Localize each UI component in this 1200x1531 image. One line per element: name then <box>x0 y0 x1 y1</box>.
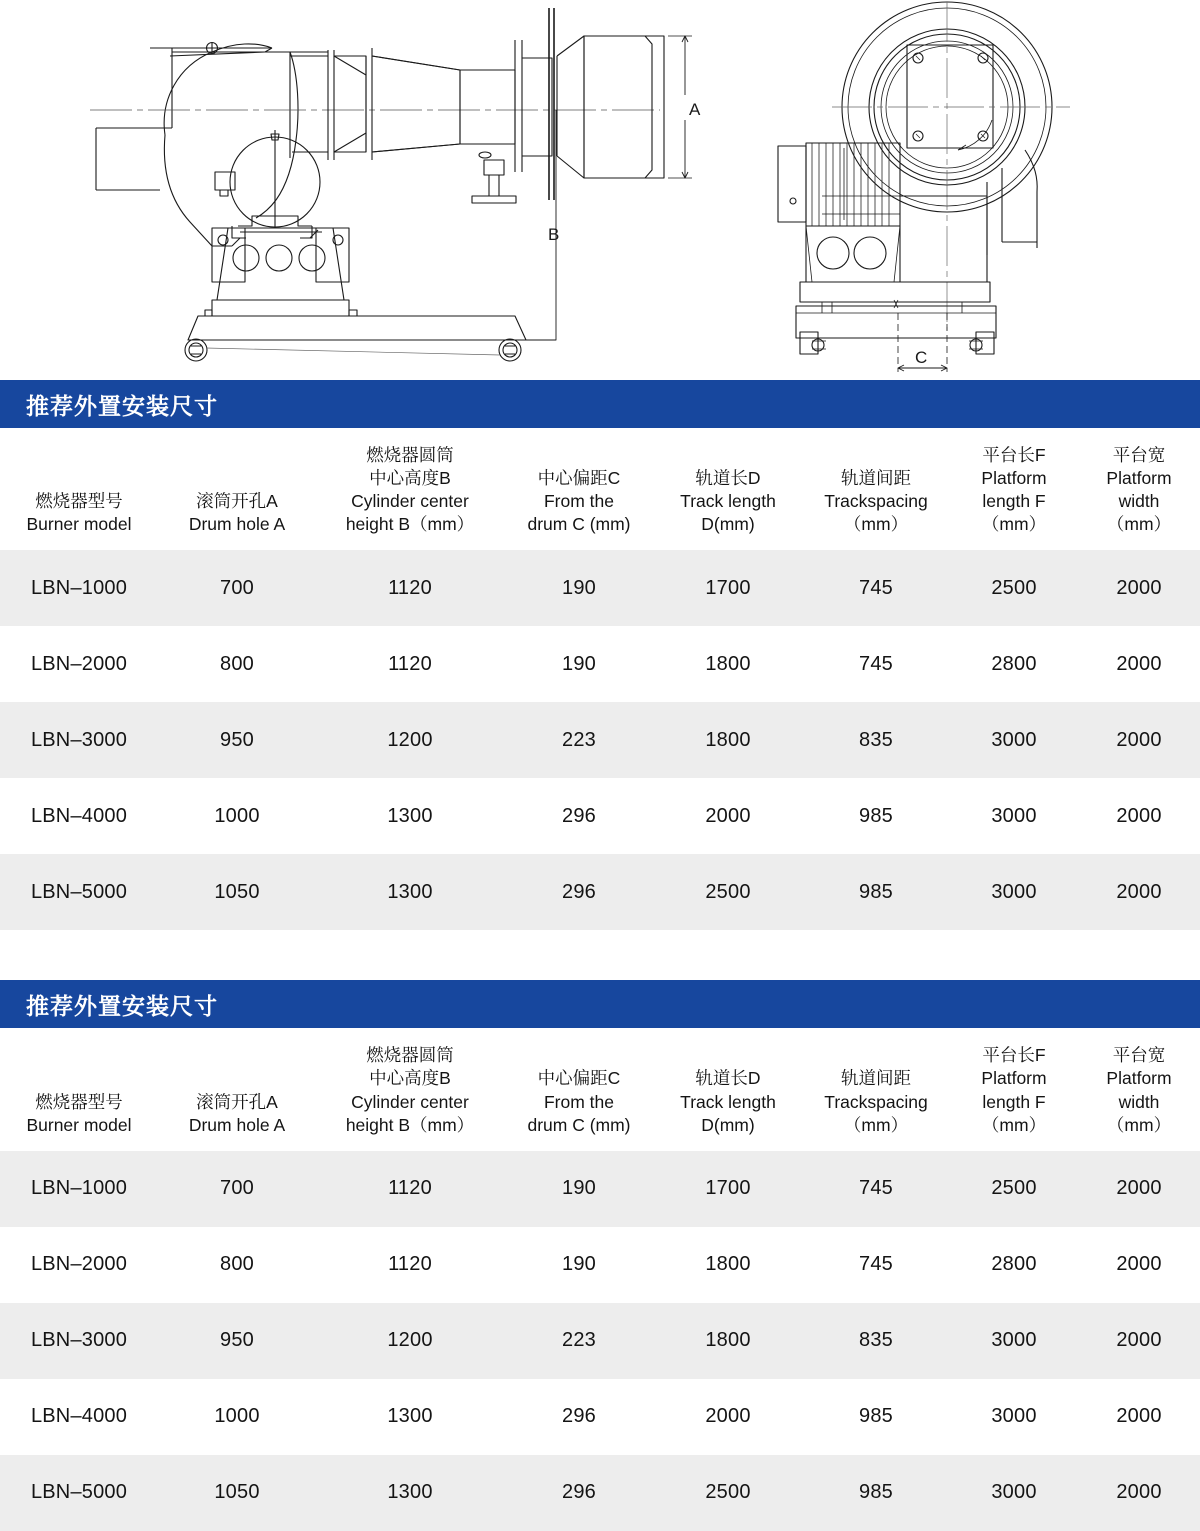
cell-model: LBN–5000 <box>0 1455 158 1531</box>
cell-track-length: 1700 <box>654 550 802 626</box>
cell-center-offset: 296 <box>504 854 654 930</box>
table-row <box>0 1151 1200 1227</box>
column-header-track-spacing: 轨道间距 Trackspacing （mm） <box>802 428 950 550</box>
cell-model: LBN–1000 <box>0 1151 158 1227</box>
cell-track-spacing: 985 <box>802 778 950 854</box>
cell-track-length: 2500 <box>654 1455 802 1531</box>
cell-center-offset: 190 <box>504 626 654 702</box>
column-header-platform-length-f: 平台长F Platform length F （mm） <box>950 428 1078 550</box>
cell-center-height: 1300 <box>316 854 504 930</box>
spec-table-title-1: 推荐外置安装尺寸 <box>0 380 1200 428</box>
table-row <box>0 1303 1200 1379</box>
cell-platform-length: 2500 <box>950 1151 1078 1227</box>
table-row <box>0 702 1200 778</box>
spec-table-2-body <box>0 1151 1200 1531</box>
cell-track-length: 1800 <box>654 1303 802 1379</box>
cell-platform-width: 2000 <box>1078 626 1200 702</box>
cell-drum-hole: 1000 <box>158 778 316 854</box>
cell-drum-hole: 700 <box>158 1151 316 1227</box>
cell-platform-width: 2000 <box>1078 702 1200 778</box>
table-row <box>0 1455 1200 1531</box>
cell-center-height: 1120 <box>316 1151 504 1227</box>
cell-center-height: 1120 <box>316 550 504 626</box>
cell-track-spacing: 745 <box>802 626 950 702</box>
cell-center-offset: 223 <box>504 1303 654 1379</box>
dimension-label-c: C <box>915 348 928 367</box>
spec-table-block-1 <box>0 380 1200 930</box>
cell-model: LBN–1000 <box>0 550 158 626</box>
cell-track-spacing: 985 <box>802 854 950 930</box>
cell-track-spacing: 835 <box>802 702 950 778</box>
column-header-cylinder-center-height-b: 燃烧器圆筒 中心高度B Cylinder center height B（mm） <box>316 428 504 550</box>
cell-track-length: 1800 <box>654 626 802 702</box>
cell-model: LBN–2000 <box>0 626 158 702</box>
spec-table-block-2 <box>0 980 1200 1530</box>
cell-center-offset: 223 <box>504 702 654 778</box>
cell-center-height: 1200 <box>316 702 504 778</box>
spec-table-1 <box>0 428 1200 930</box>
cell-model: LBN–5000 <box>0 854 158 930</box>
cell-center-offset: 190 <box>504 1151 654 1227</box>
cell-drum-hole: 1050 <box>158 1455 316 1531</box>
cell-platform-length: 2800 <box>950 1227 1078 1303</box>
cell-model: LBN–4000 <box>0 778 158 854</box>
spec-table-1-body <box>0 550 1200 930</box>
cell-center-offset: 296 <box>504 1455 654 1531</box>
table-block-gap <box>0 930 1200 980</box>
column-header-platform-width: 平台宽 Platform width （mm） <box>1078 428 1200 550</box>
dimension-label-a: A <box>689 100 701 119</box>
cell-platform-length: 3000 <box>950 1379 1078 1455</box>
table-header-row <box>0 1028 1200 1150</box>
cell-track-spacing: 985 <box>802 1379 950 1455</box>
cell-drum-hole: 800 <box>158 1227 316 1303</box>
cell-track-length: 2000 <box>654 1379 802 1455</box>
cell-model: LBN–4000 <box>0 1379 158 1455</box>
spec-table-2 <box>0 1028 1200 1530</box>
column-header-track-spacing: 轨道间距 Trackspacing （mm） <box>802 1028 950 1150</box>
cell-platform-length: 3000 <box>950 854 1078 930</box>
cell-platform-length: 2800 <box>950 626 1078 702</box>
table-row <box>0 550 1200 626</box>
spec-table-title-2: 推荐外置安装尺寸 <box>0 980 1200 1028</box>
cell-platform-width: 2000 <box>1078 1379 1200 1455</box>
cell-center-height: 1300 <box>316 1455 504 1531</box>
cell-model: LBN–3000 <box>0 702 158 778</box>
cell-track-spacing: 835 <box>802 1303 950 1379</box>
cell-platform-width: 2000 <box>1078 550 1200 626</box>
cell-platform-length: 3000 <box>950 778 1078 854</box>
cell-drum-hole: 1000 <box>158 1379 316 1455</box>
table-row <box>0 1379 1200 1455</box>
cell-track-length: 2500 <box>654 854 802 930</box>
cell-track-length: 1700 <box>654 1151 802 1227</box>
cell-platform-length: 2500 <box>950 550 1078 626</box>
cell-track-length: 1800 <box>654 702 802 778</box>
column-header-track-length-d: 轨道长D Track length D(mm) <box>654 428 802 550</box>
table-row <box>0 854 1200 930</box>
cell-platform-width: 2000 <box>1078 854 1200 930</box>
table-header-row <box>0 428 1200 550</box>
column-header-burner-model: 燃烧器型号 Burner model <box>0 428 158 550</box>
cell-track-length: 1800 <box>654 1227 802 1303</box>
column-header-track-length-d: 轨道长D Track length D(mm) <box>654 1028 802 1150</box>
column-header-from-the-drum-c: 中心偏距C From the drum C (mm) <box>504 1028 654 1150</box>
cell-drum-hole: 1050 <box>158 854 316 930</box>
cell-center-offset: 190 <box>504 550 654 626</box>
column-header-drum-hole-a: 滚筒开孔A Drum hole A <box>158 428 316 550</box>
cell-model: LBN–2000 <box>0 1227 158 1303</box>
cell-track-length: 2000 <box>654 778 802 854</box>
cell-center-offset: 296 <box>504 778 654 854</box>
cell-platform-length: 3000 <box>950 1455 1078 1531</box>
cell-model: LBN–3000 <box>0 1303 158 1379</box>
cell-platform-length: 3000 <box>950 702 1078 778</box>
cell-center-height: 1300 <box>316 1379 504 1455</box>
table-row <box>0 1227 1200 1303</box>
cell-platform-width: 2000 <box>1078 778 1200 854</box>
cell-platform-width: 2000 <box>1078 1227 1200 1303</box>
cell-center-height: 1300 <box>316 778 504 854</box>
table-row <box>0 626 1200 702</box>
column-header-from-the-drum-c: 中心偏距C From the drum C (mm) <box>504 428 654 550</box>
burner-side-view-drawing <box>60 0 701 380</box>
cell-center-height: 1200 <box>316 1303 504 1379</box>
cell-drum-hole: 700 <box>158 550 316 626</box>
column-header-platform-length-f: 平台长F Platform length F （mm） <box>950 1028 1078 1150</box>
cell-track-spacing: 745 <box>802 550 950 626</box>
column-header-drum-hole-a: 滚筒开孔A Drum hole A <box>158 1028 316 1150</box>
column-header-burner-model: 燃烧器型号 Burner model <box>0 1028 158 1150</box>
cell-track-spacing: 745 <box>802 1151 950 1227</box>
cell-platform-width: 2000 <box>1078 1151 1200 1227</box>
cell-drum-hole: 800 <box>158 626 316 702</box>
cell-drum-hole: 950 <box>158 702 316 778</box>
cell-drum-hole: 950 <box>158 1303 316 1379</box>
column-header-platform-width: 平台宽 Platform width （mm） <box>1078 1028 1200 1150</box>
burner-front-view-drawing <box>740 0 1120 380</box>
cell-track-spacing: 985 <box>802 1455 950 1531</box>
column-header-cylinder-center-height-b: 燃烧器圆筒 中心高度B Cylinder center height B（mm） <box>316 1028 504 1150</box>
cell-platform-width: 2000 <box>1078 1455 1200 1531</box>
cell-center-offset: 296 <box>504 1379 654 1455</box>
table-row <box>0 778 1200 854</box>
cell-track-spacing: 745 <box>802 1227 950 1303</box>
cell-center-height: 1120 <box>316 1227 504 1303</box>
technical-drawings-area <box>0 0 1200 380</box>
cell-center-offset: 190 <box>504 1227 654 1303</box>
cell-center-height: 1120 <box>316 626 504 702</box>
cell-platform-length: 3000 <box>950 1303 1078 1379</box>
dimension-label-b: B <box>548 225 560 244</box>
cell-platform-width: 2000 <box>1078 1303 1200 1379</box>
